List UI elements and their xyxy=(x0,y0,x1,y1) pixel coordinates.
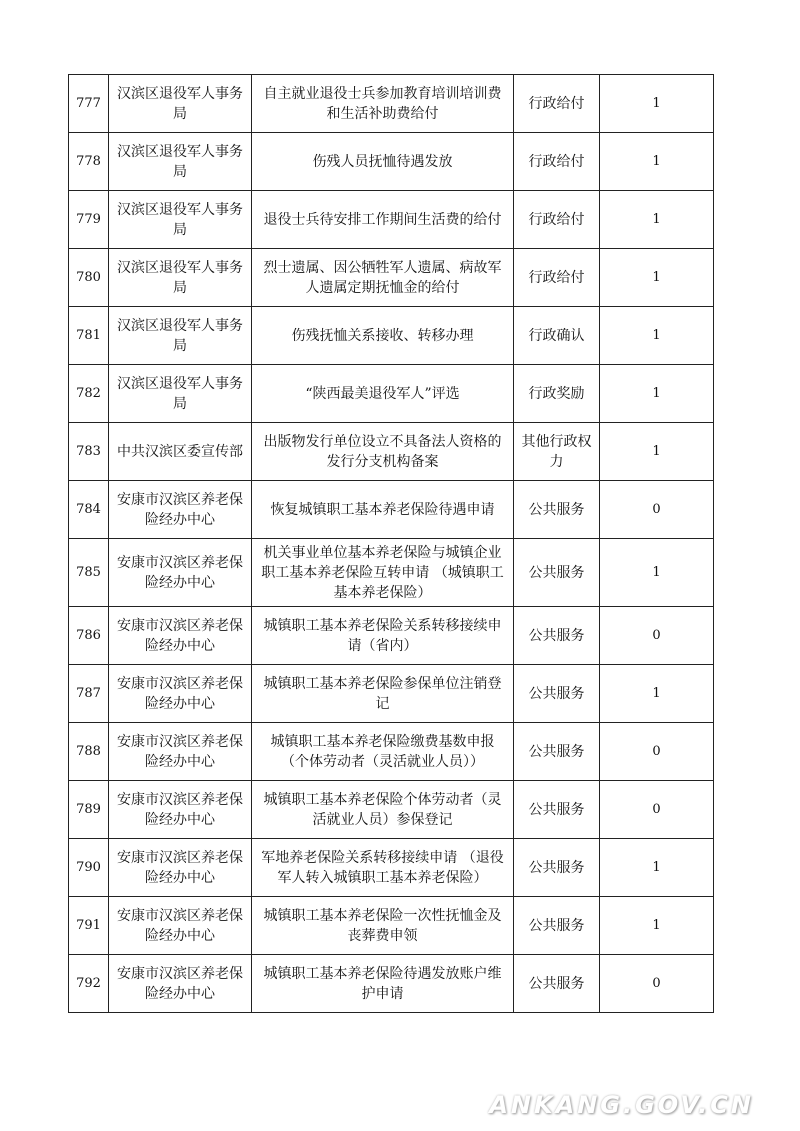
row-count: 1 xyxy=(600,665,714,723)
row-type: 其他行政权力 xyxy=(514,423,600,481)
row-seq: 782 xyxy=(69,365,109,423)
row-dept: 安康市汉滨区养老保险经办中心 xyxy=(109,781,252,839)
table-row xyxy=(69,665,714,723)
row-type: 公共服务 xyxy=(514,723,600,781)
row-item: 自主就业退役士兵参加教育培训培训费和生活补助费给付 xyxy=(252,75,514,133)
row-dept: 汉滨区退役军人事务局 xyxy=(109,75,252,133)
table-row xyxy=(69,307,714,365)
row-seq: 787 xyxy=(69,665,109,723)
row-seq: 778 xyxy=(69,133,109,191)
table-row xyxy=(69,539,714,607)
power-list-table xyxy=(68,74,714,1013)
row-count: 1 xyxy=(600,75,714,133)
row-type: 公共服务 xyxy=(514,781,600,839)
row-dept: 安康市汉滨区养老保险经办中心 xyxy=(109,897,252,955)
row-dept: 汉滨区退役军人事务局 xyxy=(109,249,252,307)
row-count: 1 xyxy=(600,839,714,897)
table-row xyxy=(69,781,714,839)
row-seq: 789 xyxy=(69,781,109,839)
row-count: 0 xyxy=(600,481,714,539)
row-type: 行政给付 xyxy=(514,191,600,249)
row-type: 公共服务 xyxy=(514,481,600,539)
row-seq: 777 xyxy=(69,75,109,133)
row-item: 伤残抚恤关系接收、转移办理 xyxy=(252,307,514,365)
row-seq: 790 xyxy=(69,839,109,897)
row-type: 公共服务 xyxy=(514,897,600,955)
row-count: 0 xyxy=(600,955,714,1013)
row-count: 0 xyxy=(600,781,714,839)
table-row xyxy=(69,607,714,665)
row-type: 行政给付 xyxy=(514,133,600,191)
row-count: 0 xyxy=(600,723,714,781)
row-item: 城镇职工基本养老保险参保单位注销登记 xyxy=(252,665,514,723)
row-type: 行政确认 xyxy=(514,307,600,365)
row-dept: 汉滨区退役军人事务局 xyxy=(109,191,252,249)
row-seq: 791 xyxy=(69,897,109,955)
row-item: “陕西最美退役军人”评选 xyxy=(252,365,514,423)
row-dept: 安康市汉滨区养老保险经办中心 xyxy=(109,481,252,539)
row-dept: 安康市汉滨区养老保险经办中心 xyxy=(109,839,252,897)
row-dept: 汉滨区退役军人事务局 xyxy=(109,133,252,191)
row-count: 1 xyxy=(600,191,714,249)
table-row xyxy=(69,191,714,249)
row-item: 军地养老保险关系转移接续申请 （退役军人转入城镇职工基本养老保险） xyxy=(252,839,514,897)
row-seq: 784 xyxy=(69,481,109,539)
row-type: 行政给付 xyxy=(514,249,600,307)
table-row xyxy=(69,897,714,955)
row-type: 公共服务 xyxy=(514,665,600,723)
row-seq: 788 xyxy=(69,723,109,781)
row-type: 行政给付 xyxy=(514,75,600,133)
row-item: 出版物发行单位设立不具备法人资格的发行分支机构备案 xyxy=(252,423,514,481)
row-item: 退役士兵待安排工作期间生活费的给付 xyxy=(252,191,514,249)
row-seq: 781 xyxy=(69,307,109,365)
table-row xyxy=(69,423,714,481)
row-type: 公共服务 xyxy=(514,839,600,897)
row-dept: 中共汉滨区委宣传部 xyxy=(109,423,252,481)
row-count: 0 xyxy=(600,607,714,665)
table-row xyxy=(69,481,714,539)
row-count: 1 xyxy=(600,897,714,955)
row-seq: 783 xyxy=(69,423,109,481)
row-count: 1 xyxy=(600,423,714,481)
table-row xyxy=(69,839,714,897)
row-dept: 安康市汉滨区养老保险经办中心 xyxy=(109,665,252,723)
row-item: 城镇职工基本养老保险个体劳动者（灵活就业人员）参保登记 xyxy=(252,781,514,839)
row-dept: 汉滨区退役军人事务局 xyxy=(109,365,252,423)
row-seq: 779 xyxy=(69,191,109,249)
row-count: 1 xyxy=(600,307,714,365)
table-row xyxy=(69,133,714,191)
table-row xyxy=(69,365,714,423)
row-item: 城镇职工基本养老保险待遇发放账户维护申请 xyxy=(252,955,514,1013)
row-type: 行政奖励 xyxy=(514,365,600,423)
row-type: 公共服务 xyxy=(514,607,600,665)
row-dept: 安康市汉滨区养老保险经办中心 xyxy=(109,539,252,607)
table-row xyxy=(69,249,714,307)
row-count: 1 xyxy=(600,365,714,423)
row-count: 1 xyxy=(600,133,714,191)
row-item: 城镇职工基本养老保险关系转移接续申请（省内） xyxy=(252,607,514,665)
row-item: 机关事业单位基本养老保险与城镇企业职工基本养老保险互转申请 （城镇职工基本养老保险） xyxy=(252,539,514,607)
row-type: 公共服务 xyxy=(514,955,600,1013)
row-count: 1 xyxy=(600,539,714,607)
table-row xyxy=(69,75,714,133)
row-dept: 安康市汉滨区养老保险经办中心 xyxy=(109,723,252,781)
row-item: 伤残人员抚恤待遇发放 xyxy=(252,133,514,191)
row-seq: 792 xyxy=(69,955,109,1013)
row-count: 1 xyxy=(600,249,714,307)
row-item: 恢复城镇职工基本养老保险待遇申请 xyxy=(252,481,514,539)
row-seq: 780 xyxy=(69,249,109,307)
row-item: 烈士遗属、因公牺牲军人遗属、病故军人遗属定期抚恤金的给付 xyxy=(252,249,514,307)
row-item: 城镇职工基本养老保险缴费基数申报（个体劳动者（灵活就业人员）） xyxy=(252,723,514,781)
row-item: 城镇职工基本养老保险一次性抚恤金及丧葬费申领 xyxy=(252,897,514,955)
row-dept: 汉滨区退役军人事务局 xyxy=(109,307,252,365)
row-dept: 安康市汉滨区养老保险经办中心 xyxy=(109,955,252,1013)
row-seq: 785 xyxy=(69,539,109,607)
table-row xyxy=(69,723,714,781)
row-type: 公共服务 xyxy=(514,539,600,607)
table-row xyxy=(69,955,714,1013)
row-seq: 786 xyxy=(69,607,109,665)
row-dept: 安康市汉滨区养老保险经办中心 xyxy=(109,607,252,665)
site-watermark: ANKANG.GOV.CN xyxy=(489,1091,754,1119)
